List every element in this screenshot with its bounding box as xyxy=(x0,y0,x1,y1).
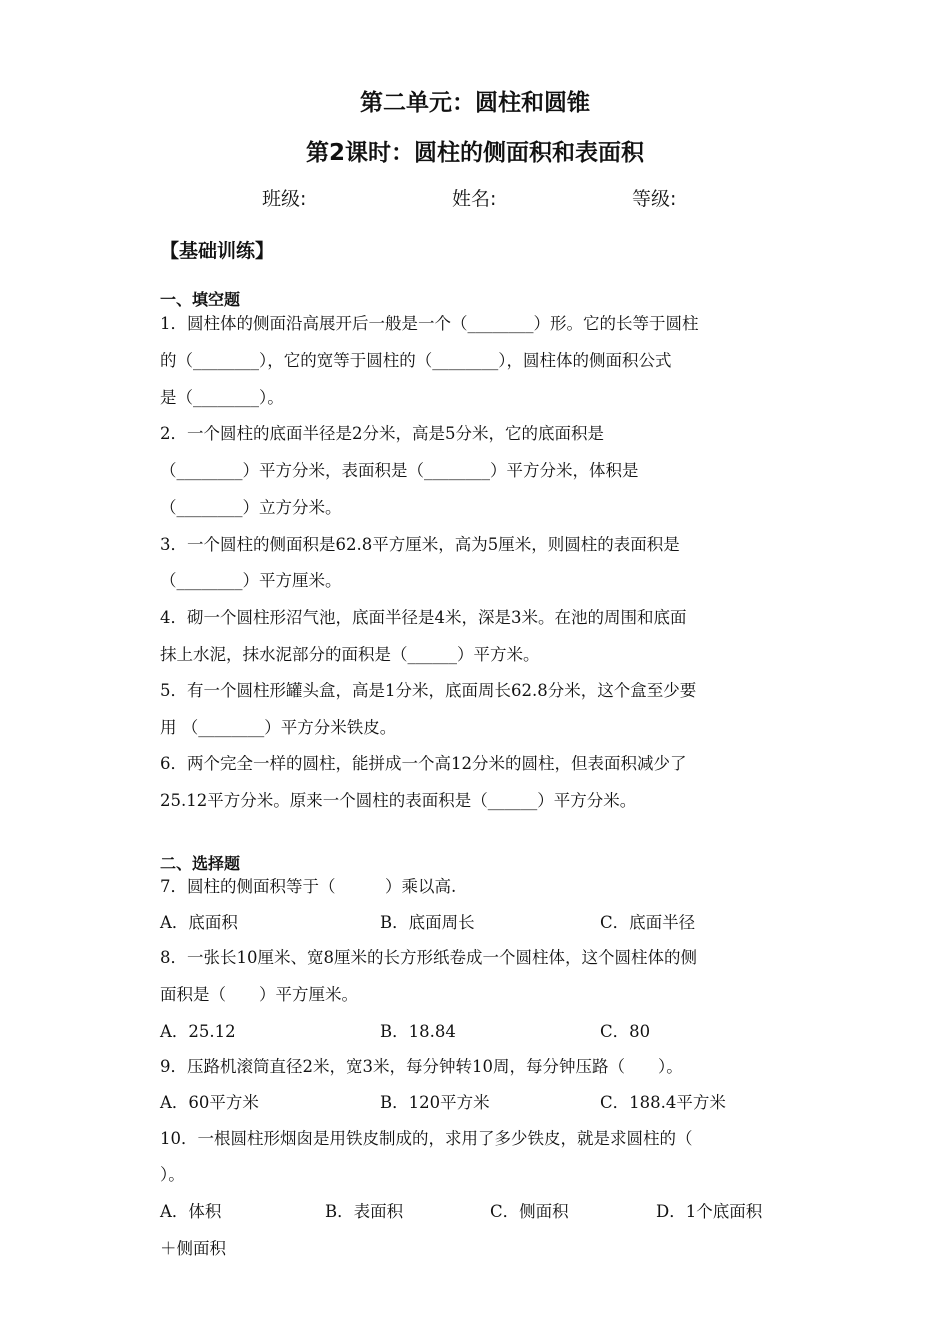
q10-option-c: C．侧面积 xyxy=(490,1202,569,1221)
question-line: 6．两个完全一样的圆柱，能拼成一个高12分米的圆柱，但表面积减少了 xyxy=(160,754,687,773)
question-8-stem: 面积是（ ）平方厘米。 xyxy=(160,985,358,1004)
question-line: 是（________）。 xyxy=(160,388,284,407)
question-line: （________）平方厘米。 xyxy=(160,571,342,590)
class-label: 班级: xyxy=(262,188,307,210)
q10-option-b: B．表面积 xyxy=(325,1202,404,1221)
lesson-title: 第2课时：圆柱的侧面积和表面积 xyxy=(305,140,644,166)
q9-option-a: A．60平方米 xyxy=(160,1093,259,1112)
q8-option-c: C．80 xyxy=(600,1022,651,1041)
grade-label: 等级: xyxy=(632,188,677,210)
q7-option-b: B．底面周长 xyxy=(380,913,475,932)
basic-training-heading: 【基础训练】 xyxy=(160,240,275,262)
q7-option-a: A．底面积 xyxy=(160,913,238,932)
question-line: （________）平方分米，表面积是（________）平方分米，体积是 xyxy=(160,461,639,480)
question-10-stem: ）。 xyxy=(160,1165,185,1184)
question-line: 1．圆柱体的侧面沿高展开后一般是一个（________）形。它的长等于圆柱 xyxy=(160,314,699,333)
question-line: 抹上水泥，抹水泥部分的面积是（______）平方米。 xyxy=(160,645,540,664)
question-9-stem: 9．压路机滚筒直径2米，宽3米，每分钟转10周，每分钟压路（ ）。 xyxy=(160,1057,683,1076)
question-line: 3．一个圆柱的侧面积是62.8平方厘米，高为5厘米，则圆柱的表面积是 xyxy=(160,535,680,554)
question-10-stem: 10．一根圆柱形烟囱是用铁皮制成的，求用了多少铁皮，就是求圆柱的（ xyxy=(160,1129,693,1148)
question-line: 的（________），它的宽等于圆柱的（________），圆柱体的侧面积公式 xyxy=(160,351,672,370)
question-line: 25.12平方分米。原来一个圆柱的表面积是（______）平方分米。 xyxy=(160,791,637,810)
question-7-stem: 7．圆柱的侧面积等于（ ）乘以高. xyxy=(160,877,457,896)
question-line: 5．有一个圆柱形罐头盒，高是1分米，底面周长62.8分米，这个盒至少要 xyxy=(160,681,697,700)
question-line: 2．一个圆柱的底面半径是2分米，高是5分米，它的底面积是 xyxy=(160,424,604,443)
question-line: （________）立方分米。 xyxy=(160,498,342,517)
q7-option-c: C．底面半径 xyxy=(600,913,696,932)
unit-title: 第二单元：圆柱和圆锥 xyxy=(360,90,590,116)
name-label: 姓名: xyxy=(452,188,497,210)
q10-option-d: D．1个底面积 xyxy=(656,1202,763,1221)
multiple-choice-heading: 二、选择题 xyxy=(160,854,241,873)
q9-option-c: C．188.4平方米 xyxy=(600,1093,726,1112)
q9-option-b: B．120平方米 xyxy=(380,1093,490,1112)
question-line: 用 （________）平方分米铁皮。 xyxy=(160,718,397,737)
q8-option-a: A．25.12 xyxy=(160,1022,236,1041)
question-line: 4．砌一个圆柱形沼气池，底面半径是4米，深是3米。在池的周围和底面 xyxy=(160,608,687,627)
q10-option-d-continuation: ＋侧面积 xyxy=(160,1239,226,1258)
q8-option-b: B．18.84 xyxy=(380,1022,456,1041)
question-8-stem: 8．一张长10厘米、宽8厘米的长方形纸卷成一个圆柱体，这个圆柱体的侧 xyxy=(160,948,697,967)
q10-option-a: A．体积 xyxy=(160,1202,222,1221)
fill-blank-heading: 一、填空题 xyxy=(160,290,241,309)
